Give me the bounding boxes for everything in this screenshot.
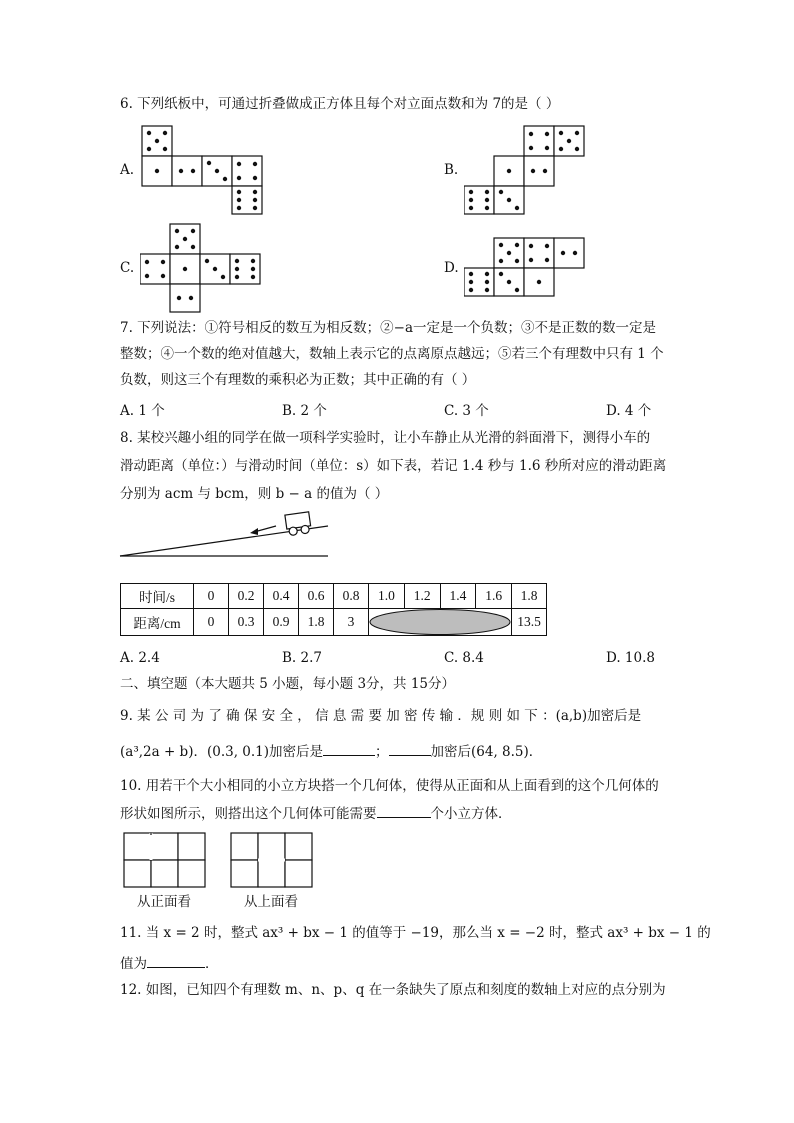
table-cell: 距离/cm	[121, 609, 194, 636]
front-view-figure	[123, 832, 209, 890]
top-view-figure	[230, 832, 316, 890]
q12-line1: 12. 如图，已知四个有理数 m、n、p、q 在一条缺失了原点和刻度的数轴上对应的点分别为	[120, 982, 666, 998]
q8-option-b: B. 2.7	[282, 650, 322, 666]
table-cell: 0.4	[264, 584, 299, 609]
q9-line1: 9. 某 公 司 为 了 确 保 安 全 ， 信 息 需 要 加 密 传 输 ．规 则 如 下 ：(a,b)加密后是	[120, 708, 642, 724]
table-cell: 0	[194, 584, 229, 609]
q10-line2-part1: 形状如图所示，则搭出这个几何体可能需要	[120, 806, 377, 822]
q8-option-a: A. 2.4	[120, 650, 160, 666]
q6-net-c	[140, 222, 265, 314]
table-cell: 1.2	[404, 584, 440, 609]
incline-cart-figure	[118, 508, 333, 562]
table-cell: 0	[194, 609, 229, 636]
table-cell: 13.5	[512, 609, 547, 636]
q11-line2	[120, 953, 219, 974]
table-cell: 1.8	[299, 609, 334, 636]
q8-option-d: D. 10.8	[606, 650, 655, 666]
q6-option-c-label: C.	[120, 260, 135, 276]
q7-option-d: D. 4 个	[606, 403, 652, 419]
q10-blank[interactable]	[377, 803, 431, 818]
q11-blank[interactable]	[147, 953, 205, 968]
distance-time-table	[120, 583, 547, 636]
q7-option-c: C. 3 个	[444, 403, 489, 419]
q6-option-a-label: A.	[120, 162, 135, 178]
q7-line2: 整数；④一个数的绝对值越大，数轴上表示它的点离原点越远；⑤若三个有理数中只有 1 个	[120, 346, 664, 362]
table-cell: 1.6	[476, 584, 512, 609]
gray-ellipse-cover	[369, 609, 511, 635]
q8-option-c: C. 8.4	[444, 650, 484, 666]
front-view-label: 从正面看	[137, 894, 191, 910]
q11-line2-part1: 值为	[120, 956, 147, 972]
q9-line2	[120, 741, 542, 762]
q9-line2-part2: ；	[375, 744, 389, 760]
table-cell: 0.3	[229, 609, 264, 636]
table-cell: 0.6	[299, 584, 334, 609]
q7-line1: 7. 下列说法：①符号相反的数互为相反数；②−a一定是一个负数；③不是正数的数一定是	[120, 320, 657, 336]
table-cell: 0.9	[264, 609, 299, 636]
table-cell: 1.0	[369, 584, 405, 609]
q6-option-b-label: B.	[444, 162, 459, 178]
q8-line3: 分别为 acm 与 bcm，则 b − a 的值为（ ）	[120, 486, 389, 502]
q11-line1: 11. 当 x = 2 时，整式 ax³ + bx − 1 的值等于 −19，那么当 x = −2 时，整式 ax³ + bx − 1 的	[120, 925, 711, 941]
q9-line2-part1: (a³,2a + b)．(0.3, 0.1)加密后是	[120, 744, 324, 760]
q7-line3: 负数，则这三个有理数的乘积必为正数；其中正确的有（ ）	[120, 372, 476, 388]
q9-blank-1[interactable]	[323, 741, 375, 756]
obscured-cells	[369, 609, 512, 636]
table-cell: 0.8	[334, 584, 369, 609]
q7-option-a: A. 1 个	[120, 403, 165, 419]
table-cell: 3	[334, 609, 369, 636]
q6-net-d	[464, 236, 589, 300]
q9-line2-part3: 加密后(64, 8.5)．	[430, 744, 543, 760]
table-cell: 1.4	[440, 584, 476, 609]
table-cell: 时间/s	[121, 584, 194, 609]
q11-line2-part2: ．	[205, 956, 219, 972]
q6-net-b	[464, 124, 589, 216]
q6-option-d-label: D.	[444, 260, 459, 276]
q9-blank-2[interactable]	[389, 741, 431, 756]
q8-line1: 8. 某校兴趣小组的同学在做一项科学实验时，让小车静止从光滑的斜面滑下，测得小车的	[120, 430, 651, 446]
section-heading: 二、填空题（本大题共 5 小题，每小题 3分，共 15分）	[120, 676, 456, 692]
q6-net-a	[140, 124, 265, 216]
q10-line2	[120, 803, 512, 824]
q6-stem: 6. 下列纸板中，可通过折叠做成正方体且每个对立面点数和为 7的是（ ）	[120, 96, 560, 112]
q10-line2-part2: 个小立方体．	[430, 806, 512, 822]
top-view-label: 从上面看	[244, 894, 298, 910]
q10-line1: 10. 用若干个大小相同的小立方块搭一个几何体，使得从正面和从上面看到的这个几何体的	[120, 778, 659, 794]
q7-option-b: B. 2 个	[282, 403, 327, 419]
table-row-distance	[121, 609, 547, 636]
table-cell: 0.2	[229, 584, 264, 609]
table-cell: 1.8	[512, 584, 547, 609]
q8-line2: 滑动距离（单位：）与滑动时间（单位：s）如下表，若记 1.4 秒与 1.6 秒所对应的滑动距离	[120, 458, 667, 474]
table-row-time	[121, 584, 547, 609]
